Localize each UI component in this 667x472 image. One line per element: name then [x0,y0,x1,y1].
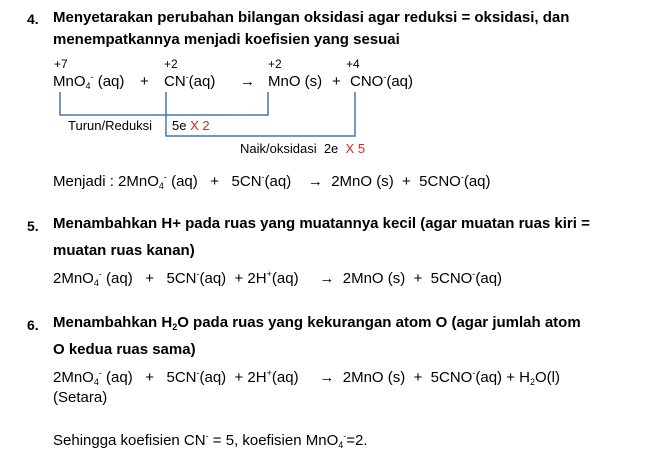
reduction-value-row: 5e X 2 [172,118,210,133]
step5-equation: 2MnO$_4$- (aq) + 5CN-(aq) + 2H+(aq) → 2MnO (s) + 5CNO-(aq) [53,269,503,288]
reduction-label-row: Turun/Reduksi [68,118,153,133]
step6-title-line2: O kedua ruas sama) [53,341,196,358]
reaction-arrow: → [240,73,255,90]
step5-title-line1: Menambahkan H+ pada ruas yang muatannya kecil (agar muatan ruas kiri = [53,215,590,232]
ox-state-mn-left: +7 [54,57,68,71]
conclusion-text: Sehingga koefisien CN- = 5, koefisien MnO$_4$-=2. [53,431,368,450]
plus-sign-1: + [140,73,149,90]
reduction-bracket [60,92,268,115]
oxidation-multiplier: X 5 [345,141,366,156]
step4-title-line1: Menyetarakan perubahan bilangan oksidasi agar reduksi = oksidasi, dan [53,9,570,26]
plus-sign-2: + [332,73,341,90]
step4-title-line2: menempatkannya menjadi koefisien yang sesuai [53,31,400,48]
step6-title-line1: Menambahkan $H_2O$ pada ruas yang kekurangan atom O (agar jumlah atom [53,314,581,332]
step6-balanced-note: (Setara) [53,389,108,406]
ox-state-c-left: +2 [164,57,178,71]
reduction-multiplier: X 2 [190,118,210,133]
oxidation-label-row: Naik/oksidasi 2e X 5 [240,141,366,156]
species-mno: MnO (s) [268,73,323,90]
step4-number: 4. [27,11,39,27]
species-mno4: MnO$_4$- (aq) [53,72,125,91]
step6-equation: 2MnO$_4$- (aq) + 5CN-(aq) + 2H+(aq) → 2MnO $(s) + 5CNO^-(aq) + H_2O(l)$ [53,368,560,387]
step4-result-equation: Menjadi : 2MnO$_4$- (aq) + 5CN-(aq) → 2MnO (s) + 5CNO-(aq) [53,172,491,191]
step5-title-line2: muatan ruas kanan) [53,242,195,259]
ox-state-mn-right: +2 [268,57,282,71]
step6-number: 6. [27,317,39,333]
species-cno: CNO-(aq) [350,72,414,90]
ox-state-c-right: +4 [346,57,360,71]
species-cn: CN-(aq) [164,72,216,90]
step5-number: 5. [27,218,39,234]
